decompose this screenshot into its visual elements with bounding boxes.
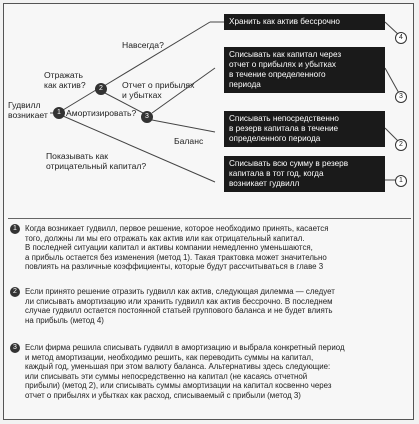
method-number-1: 1	[395, 175, 407, 187]
decision-marker-2: 2	[95, 83, 107, 95]
outcome-box-1: Списывать всю сумму в резерв капитала в тот год, когда возникает гудвилл	[224, 156, 385, 192]
note-3-text: Если фирма решила списывать гудвилл в амортизацию и выбрала конкретный период и метод амортизации, необходимо решить, как переводить суммы на капитал, каждый год, уменьшая при этом валюту баланса. Альтернативы здесь следующие: или списывать эти суммы непосредственно на капитал (не касаясь отчетной прибыли) (метод 2), или списывать суммы амортизации на капитал косвенно через отчет о прибылях и убытках как расход, списываемый с прибыли (метод 3)	[25, 343, 345, 400]
decision-marker-1: 1	[53, 107, 65, 119]
note-2-text: Если принято решение отразить гудвилл как актив, следующая дилемма — следует ли списывать амортизацию или хранить гудвилл как актив бессрочно. В последнем случае гудвилл остается постоянной статьей группового баланса и не будет влиять на прибыль (метод 4)	[25, 287, 335, 325]
note-1-number: 1	[10, 224, 20, 234]
decision-marker-3: 3	[141, 111, 153, 123]
question-negative-capital: Показывать как отрицательный капитал?	[46, 151, 147, 171]
note-2-number: 2	[10, 287, 20, 297]
method-number-4: 4	[395, 32, 407, 44]
method-number-3: 3	[395, 91, 407, 103]
note-2	[10, 287, 406, 325]
divider	[8, 218, 411, 219]
question-forever: Навсегда?	[122, 40, 164, 50]
outcome-box-2: Списывать непосредственно в резерв капитала в течение определенного периода	[224, 111, 385, 147]
note-3	[10, 343, 406, 401]
outcome-box-3: Списывать как капитал через отчет о прибылях и убытках в течение определенного периода	[224, 47, 385, 93]
question-asset: Отражать как актив?	[44, 70, 86, 90]
note-1-text: Когда возникает гудвилл, первое решение, которое необходимо принять, касается того, должны ли мы его отражать как актив или как отрицательный капитал. В последней ситуации капитал и активы компании немедленно уменьшаются, а прибыль остается без изменения (метод 1). Такая трактовка может значительно повлиять на различные коэффициенты, которые будут рассчитываться в главе 3	[25, 224, 329, 272]
question-amortize: Амортизировать?	[66, 108, 137, 118]
question-pnl: Отчет о прибылях и убытках	[122, 80, 195, 100]
root-label: Гудвилл возникает	[8, 100, 48, 120]
question-balance: Баланс	[174, 136, 204, 146]
method-number-2: 2	[395, 139, 407, 151]
note-3-number: 3	[10, 343, 20, 353]
note-1	[10, 224, 406, 272]
outcome-box-4: Хранить как актив бессрочно	[224, 14, 385, 30]
